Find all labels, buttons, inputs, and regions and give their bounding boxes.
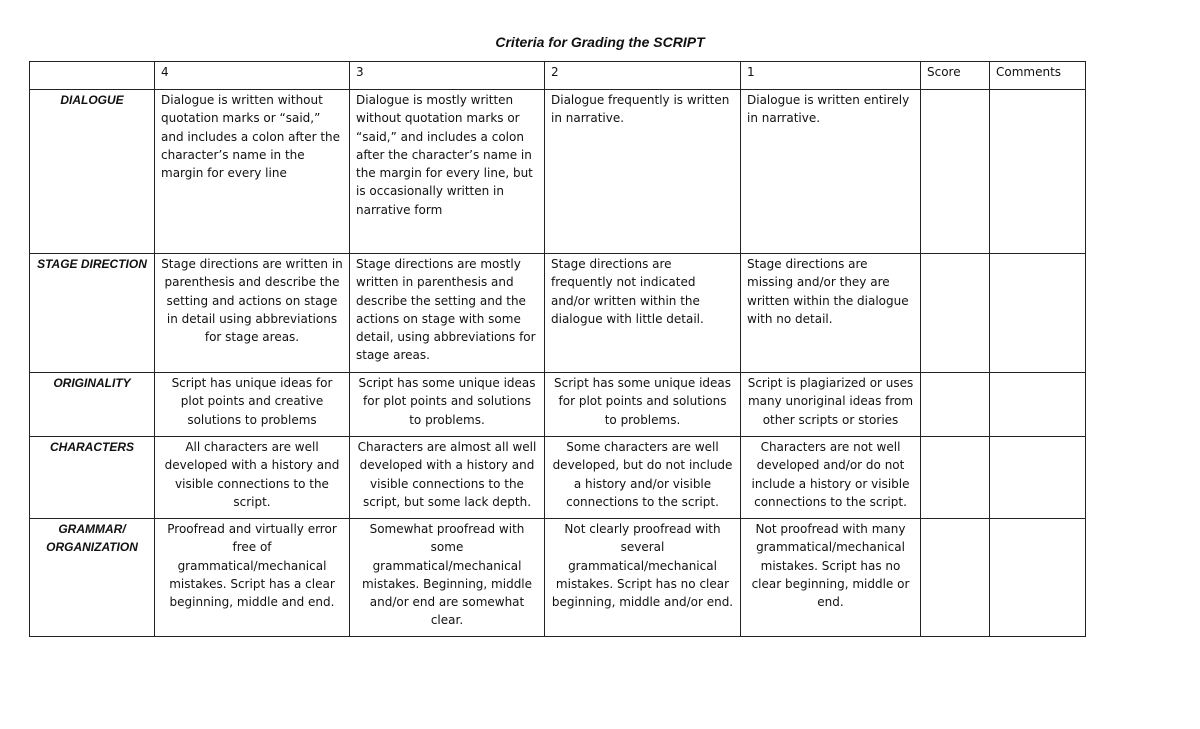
row-label-characters: CHARACTERS xyxy=(30,437,155,519)
document-title: Criteria for Grading the SCRIPT xyxy=(495,34,705,50)
header-cell-score-2: 2 xyxy=(545,62,741,90)
criteria-cell-characters-1: Characters are not well developed and/or do not include a history or visible connections to the script. xyxy=(741,437,921,519)
row-label-originality: ORIGINALITY xyxy=(30,373,155,437)
rubric-row-originality xyxy=(30,373,1086,437)
criteria-cell-dialogue-1: Dialogue is written entirely in narrative. xyxy=(741,90,921,254)
score-cell-dialogue[interactable] xyxy=(921,90,990,254)
header-cell-blank xyxy=(30,62,155,90)
rubric-row-stage-direction xyxy=(30,254,1086,373)
criteria-cell-stage-direction-1: Stage directions are missing and/or they are written within the dialogue with no detail. xyxy=(741,254,921,373)
criteria-cell-grammar-organization-1: Not proofread with many grammatical/mechanical mistakes. Script has no clear beginning, middle or end. xyxy=(741,519,921,637)
criteria-cell-dialogue-3: Dialogue is mostly written without quotation marks or “said,” and includes a colon after the character’s name in the margin for every line, but is occasionally written in narrative form xyxy=(350,90,545,254)
header-cell-score-3: 3 xyxy=(350,62,545,90)
criteria-cell-originality-1: Script is plagiarized or uses many unoriginal ideas from other scripts or stories xyxy=(741,373,921,437)
header-cell-comments: Comments xyxy=(990,62,1086,90)
row-label-dialogue: DIALOGUE xyxy=(30,90,155,254)
grading-rubric-table xyxy=(29,61,1086,637)
criteria-cell-grammar-organization-2: Not clearly proofread with several grammatical/mechanical mistakes. Script has no clear beginning, middle and/or end. xyxy=(545,519,741,637)
score-cell-originality[interactable] xyxy=(921,373,990,437)
score-cell-characters[interactable] xyxy=(921,437,990,519)
row-label-grammar-organization: GRAMMAR/ ORGANIZATION xyxy=(30,519,155,637)
header-cell-score: Score xyxy=(921,62,990,90)
comments-cell-dialogue[interactable] xyxy=(990,90,1086,254)
score-cell-stage-direction[interactable] xyxy=(921,254,990,373)
rubric-row-characters xyxy=(30,437,1086,519)
criteria-cell-grammar-organization-4: Proofread and virtually error free of grammatical/mechanical mistakes. Script has a clear beginning, middle and end. xyxy=(155,519,350,637)
criteria-cell-stage-direction-3: Stage directions are mostly written in parenthesis and describe the setting and the actions on stage with some detail, using abbreviations for stage areas. xyxy=(350,254,545,373)
header-row xyxy=(30,62,1086,90)
rubric-row-dialogue xyxy=(30,90,1086,254)
comments-cell-originality[interactable] xyxy=(990,373,1086,437)
comments-cell-stage-direction[interactable] xyxy=(990,254,1086,373)
score-cell-grammar-organization[interactable] xyxy=(921,519,990,637)
criteria-cell-characters-2: Some characters are well developed, but do not include a history and/or visible connections to the script. xyxy=(545,437,741,519)
criteria-cell-dialogue-2: Dialogue frequently is written in narrative. xyxy=(545,90,741,254)
header-cell-score-4: 4 xyxy=(155,62,350,90)
comments-cell-characters[interactable] xyxy=(990,437,1086,519)
criteria-cell-dialogue-4: Dialogue is written without quotation marks or “said,” and includes a colon after the character’s name in the margin for every line xyxy=(155,90,350,254)
criteria-cell-originality-4: Script has unique ideas for plot points and creative solutions to problems xyxy=(155,373,350,437)
rubric-row-grammar-organization xyxy=(30,519,1086,637)
criteria-cell-originality-3: Script has some unique ideas for plot points and solutions to problems. xyxy=(350,373,545,437)
row-label-stage-direction: STAGE DIRECTION xyxy=(30,254,155,373)
criteria-cell-characters-3: Characters are almost all well developed with a history and visible connections to the script, but some lack depth. xyxy=(350,437,545,519)
header-cell-score-1: 1 xyxy=(741,62,921,90)
criteria-cell-stage-direction-4: Stage directions are written in parenthesis and describe the setting and actions on stage in detail using abbreviations for stage areas. xyxy=(155,254,350,373)
criteria-cell-grammar-organization-3: Somewhat proofread with some grammatical/mechanical mistakes. Beginning, middle and/or end are somewhat clear. xyxy=(350,519,545,637)
criteria-cell-characters-4: All characters are well developed with a history and visible connections to the script. xyxy=(155,437,350,519)
criteria-cell-originality-2: Script has some unique ideas for plot points and solutions to problems. xyxy=(545,373,741,437)
comments-cell-grammar-organization[interactable] xyxy=(990,519,1086,637)
criteria-cell-stage-direction-2: Stage directions are frequently not indicated and/or written within the dialogue with little detail. xyxy=(545,254,741,373)
